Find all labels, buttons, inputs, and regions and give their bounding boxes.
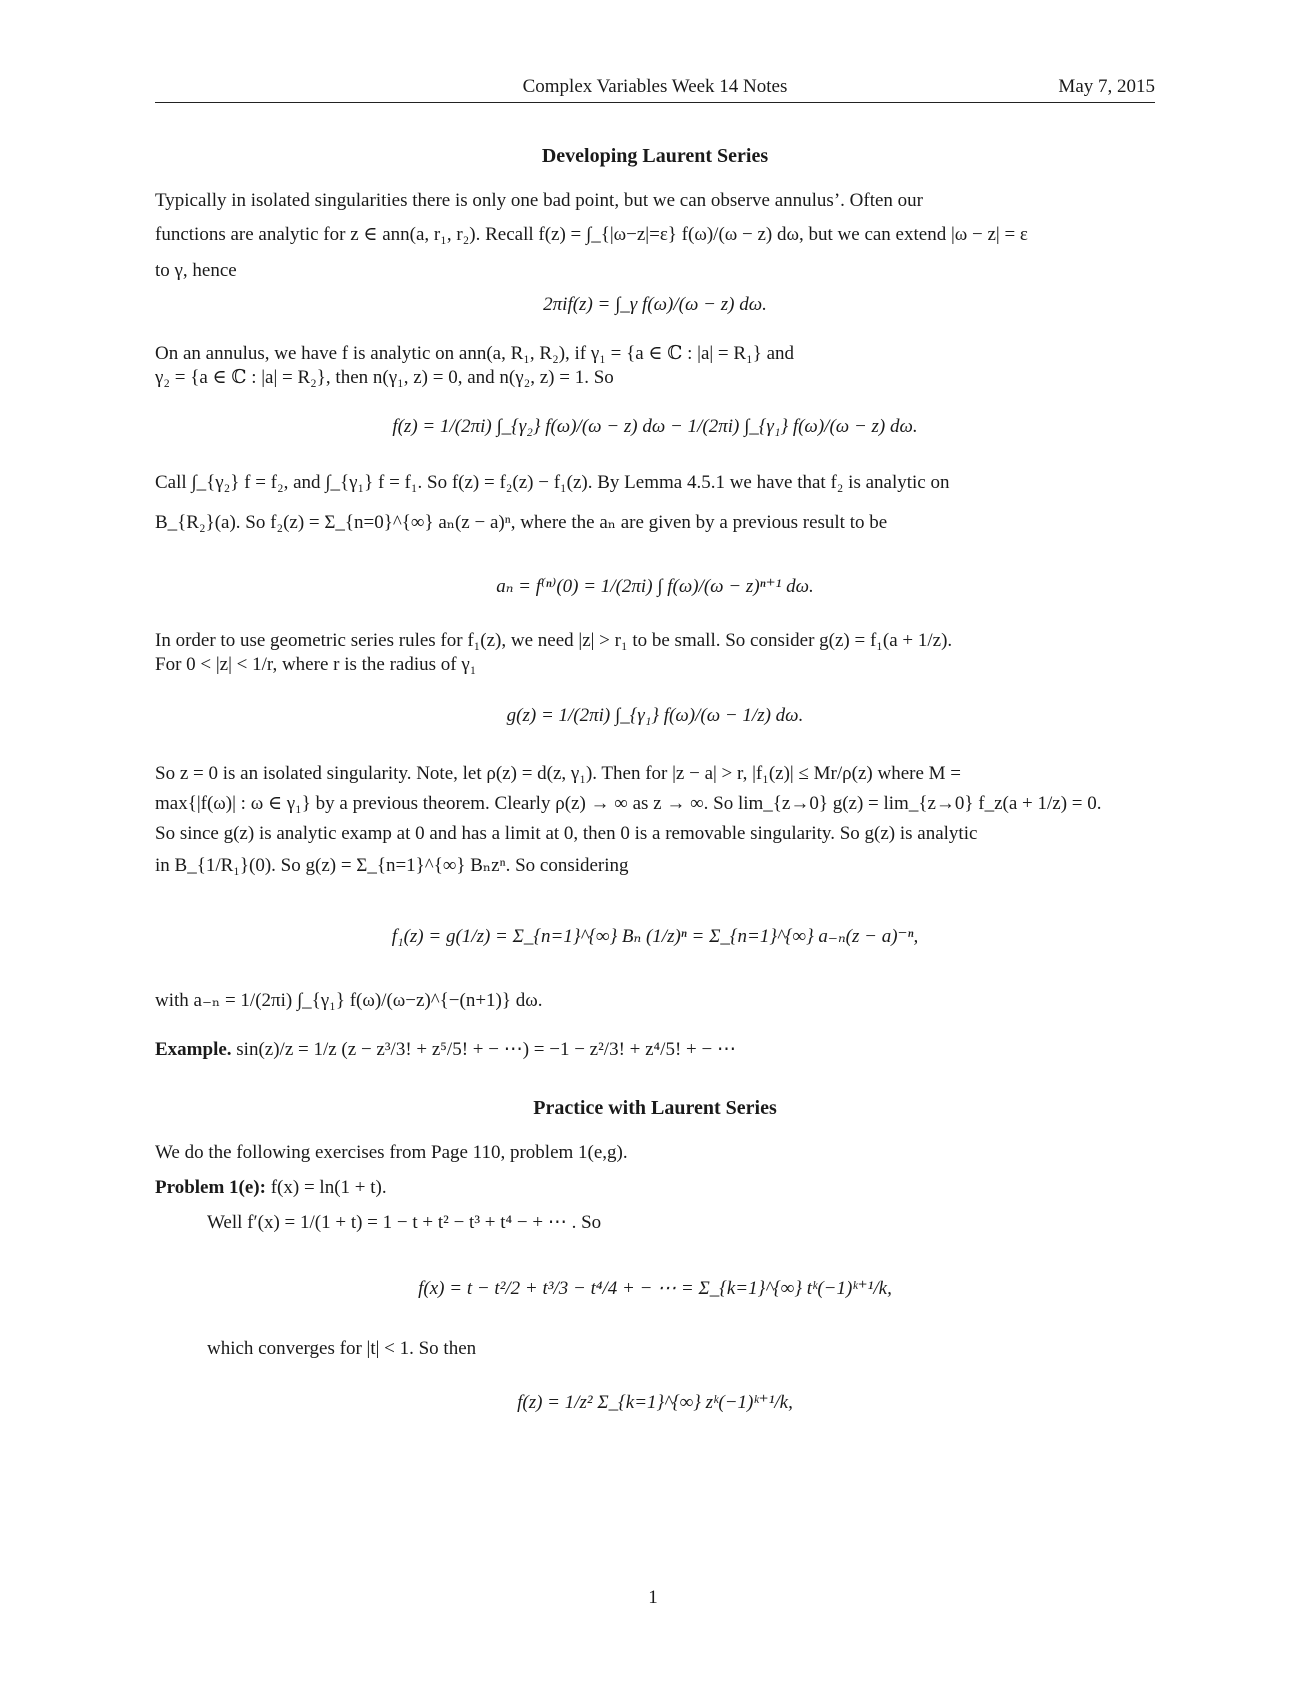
example-equation: sin(z)/z = 1/z (z − z³/3! + z⁵/5! + − ⋯) = −1 − z²/3! + z⁴/5! + − ⋯ xyxy=(236,1039,736,1060)
problem-statement xyxy=(155,1175,1155,1201)
display-equation: f(z) = 1/z² Σ_{k=1}^{∞} zᵏ(−1)ᵏ⁺¹/k, xyxy=(517,1392,793,1413)
section-heading-practice: Practice with Laurent Series xyxy=(533,1097,777,1119)
display-equation: f(x) = t − t²/2 + t³/3 − t⁴/4 + − ⋯ = Σ_{k=1}^{∞} tᵏ(−1)ᵏ⁺¹/k, xyxy=(418,1278,892,1299)
example-label: Example. xyxy=(155,1039,232,1060)
display-equation: f₁(z) = g(1/z) = Σ_{n=1}^{∞} Bₙ (1/z)ⁿ = Σ_{n=1}^{∞} a₋ₙ(z − a)⁻ⁿ, xyxy=(391,926,919,947)
page-number: 1 xyxy=(648,1587,658,1608)
display-equation: aₙ = f⁽ⁿ⁾(0) = 1/(2πi) ∫ f(ω)/(ω − z)ⁿ⁺¹ dω. xyxy=(496,576,814,597)
display-equation: 2πif(z) = ∫_γ f(ω)/(ω − z) dω. xyxy=(543,294,767,315)
paragraph-line: to γ, hence xyxy=(155,260,237,281)
paragraph-line: Typically in isolated singularities there is only one bad point, but we can observe annulus’. Often our xyxy=(155,190,923,211)
problem-label: Problem 1(e): xyxy=(155,1177,266,1198)
paragraph-line: Well f′(x) = 1/(1 + t) = 1 − t + t² − t³ + t⁴ − + ⋯ . So xyxy=(207,1212,602,1233)
paragraph-line: max{|f(ω)| : ω ∈ γ₁} by a previous theorem. Clearly ρ(z) → ∞ as z → ∞. So lim_{z→0} g(z) = lim_{z→0} f_z(a + 1/z) = 0. xyxy=(155,793,1102,814)
paragraph-line: So z = 0 is an isolated singularity. Note, let ρ(z) = d(z, γ₁). Then for |z − a| > r, |f₁(z)| ≤ Mr/ρ(z) where M = xyxy=(155,763,962,784)
paragraph-line: Call ∫_{γ₂} f = f₂, and ∫_{γ₁} f = f₁. So f(z) = f₂(z) − f₁(z). By Lemma 4.5.1 we have that f₂ is analytic on xyxy=(155,472,950,493)
paragraph-line: with a₋ₙ = 1/(2πi) ∫_{γ₁} f(ω)/(ω−z)^{−(n+1)} dω. xyxy=(155,990,543,1011)
display-equation: g(z) = 1/(2πi) ∫_{γ₁} f(ω)/(ω − 1/z) dω. xyxy=(506,705,804,726)
running-header xyxy=(155,72,1155,103)
section-heading-laurent: Developing Laurent Series xyxy=(541,145,769,167)
header-title: Complex Variables Week 14 Notes xyxy=(522,76,788,97)
paragraph-line: B_{R₂}(a). So f₂(z) = Σ_{n=0}^{∞} aₙ(z − a)ⁿ, where the aₙ are given by a previous result to be xyxy=(155,512,888,533)
example-paragraph xyxy=(155,1037,1155,1063)
paragraph-line: On an annulus, we have f is analytic on ann(a, R₁, R₂), if γ₁ = {a ∈ ℂ : |a| = R₁} and xyxy=(155,343,794,364)
paragraph-line: We do the following exercises from Page 110, problem 1(e,g). xyxy=(155,1142,628,1163)
paragraph-line: functions are analytic for z ∈ ann(a, r₁, r₂). Recall f(z) = ∫_{|ω−z|=ε} f(ω)/(ω − z) dω, but we can extend |ω − z| = ε xyxy=(155,224,1028,245)
paragraph-line: So since g(z) is analytic examp at 0 and has a limit at 0, then 0 is a removable singularity. So g(z) is analytic xyxy=(155,823,978,844)
problem-text: f(x) = ln(1 + t). xyxy=(270,1177,387,1198)
paragraph-line: γ₂ = {a ∈ ℂ : |a| = R₂}, then n(γ₁, z) = 0, and n(γ₂, z) = 1. So xyxy=(155,367,614,388)
display-equation: f(z) = 1/(2πi) ∫_{γ₂} f(ω)/(ω − z) dω − 1/(2πi) ∫_{γ₁} f(ω)/(ω − z) dω. xyxy=(392,416,918,437)
paragraph-line: in B_{1/R₁}(0). So g(z) = Σ_{n=1}^{∞} Bₙzⁿ. So considering xyxy=(155,855,629,876)
paragraph-line: In order to use geometric series rules for f₁(z), we need |z| > r₁ to be small. So consider g(z) = f₁(a + 1/z). xyxy=(155,630,953,651)
header-date: May 7, 2015 xyxy=(1058,76,1155,97)
paragraph-line: which converges for |t| < 1. So then xyxy=(207,1338,477,1359)
paragraph-line: For 0 < |z| < 1/r, where r is the radius of γ₁ xyxy=(155,654,477,675)
